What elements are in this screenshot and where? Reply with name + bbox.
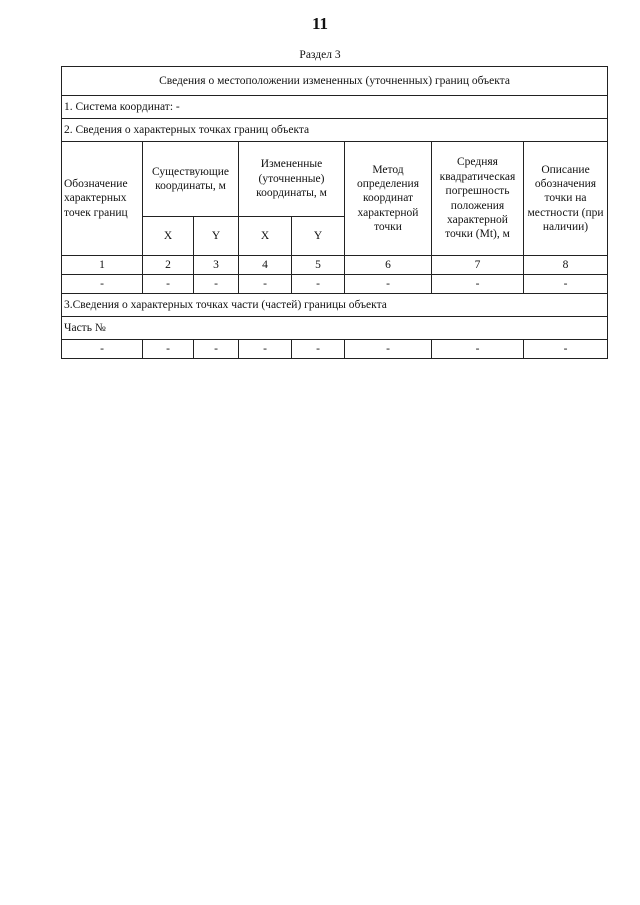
column-number: 4	[239, 256, 292, 275]
header-changed-y: Y	[292, 217, 345, 256]
part-number-label: Часть №	[62, 317, 608, 340]
table-cell: -	[239, 340, 292, 359]
column-number-row	[62, 256, 608, 275]
column-number: 7	[432, 256, 524, 275]
section-title: Раздел 3	[299, 49, 341, 61]
table-cell: -	[194, 340, 239, 359]
table-cell: -	[194, 275, 239, 294]
table-cell: -	[143, 275, 194, 294]
table-cell: -	[345, 275, 432, 294]
header-existing-coords: Существующие координаты, м	[143, 142, 239, 217]
table-cell: -	[432, 275, 524, 294]
header-description: Описание обозначения точки на местности (при наличии)	[524, 142, 608, 256]
column-number: 8	[524, 256, 608, 275]
table-row	[62, 275, 608, 294]
header-existing-y: Y	[194, 217, 239, 256]
table-cell: -	[62, 340, 143, 359]
table-cell: -	[524, 340, 608, 359]
column-number: 6	[345, 256, 432, 275]
table-cell: -	[524, 275, 608, 294]
table-cell: -	[292, 340, 345, 359]
table-title: Сведения о местоположении измененных (уточненных) границ объекта	[62, 67, 608, 96]
table-cell: -	[432, 340, 524, 359]
table-cell: -	[143, 340, 194, 359]
coordinate-system-row: 1. Система координат: -	[62, 96, 608, 119]
column-number: 2	[143, 256, 194, 275]
section-3-heading: 3.Сведения о характерных точках части (частей) границы объекта	[62, 294, 608, 317]
column-number: 5	[292, 256, 345, 275]
page-number: 11	[311, 14, 329, 33]
header-changed-x: X	[239, 217, 292, 256]
table-cell: -	[292, 275, 345, 294]
header-designation: Обозначение характерных точек границ	[62, 142, 143, 256]
boundary-points-table	[61, 66, 608, 359]
table-row	[62, 340, 608, 359]
header-mean-error: Средняя квадратическая погрешность положения характерной точки (Mt), м	[432, 142, 524, 256]
table-cell: -	[345, 340, 432, 359]
column-number: 3	[194, 256, 239, 275]
header-changed-coords: Измененные (уточненные) координаты, м	[239, 142, 345, 217]
section-2-heading: 2. Сведения о характерных точках границ объекта	[62, 119, 608, 142]
header-method: Метод определения координат характерной точки	[345, 142, 432, 256]
table-cell: -	[239, 275, 292, 294]
column-number: 1	[62, 256, 143, 275]
header-existing-x: X	[143, 217, 194, 256]
table-cell: -	[62, 275, 143, 294]
